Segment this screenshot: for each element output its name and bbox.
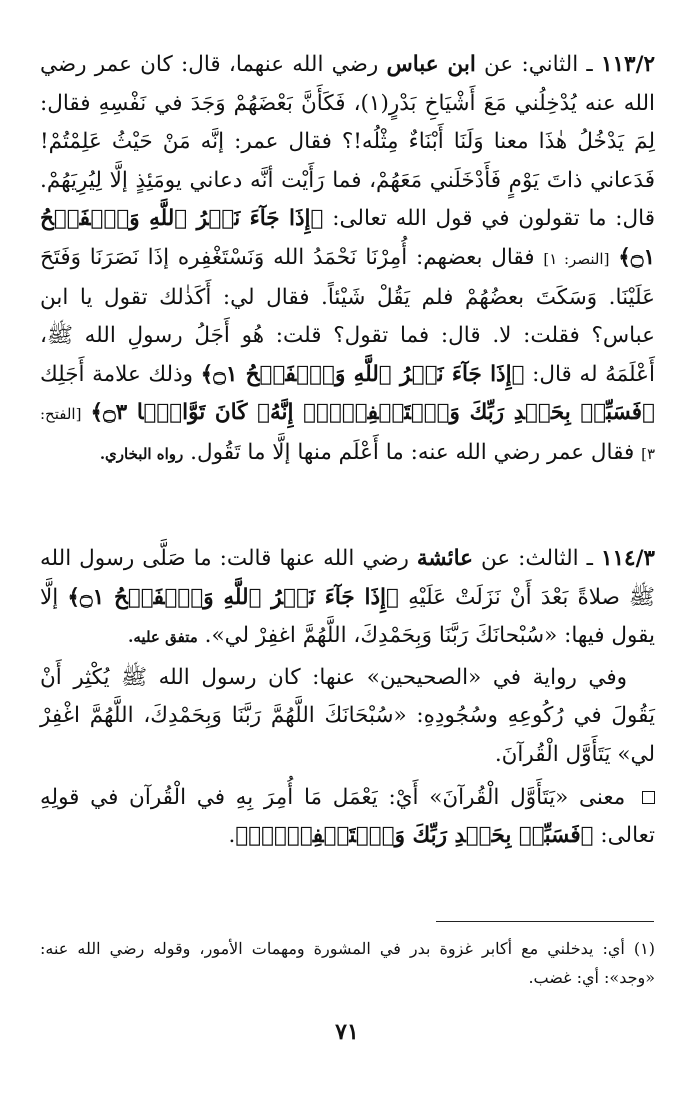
quran-verse: ﴿فَسَبِّحۡ بِحَمۡدِ رَبِّكَ وَٱسۡتَغۡفِرۡهُۚ إِنَّهُۥ كَانَ تَوَّابَۢا ۝٣﴾ bbox=[90, 400, 655, 426]
page-number: ٧١ bbox=[335, 1019, 359, 1045]
page-body bbox=[40, 46, 655, 856]
quran-verse: ﴿إِذَا جَآءَ نَصۡرُ ٱللَّهِ وَٱلۡفَتۡحُ ۝١﴾ bbox=[200, 361, 525, 387]
quran-verse: ﴿إِذَا جَآءَ نَصۡرُ ٱللَّهِ وَٱلۡفَتۡحُ ۝١﴾ bbox=[40, 206, 655, 270]
note-end: . bbox=[228, 823, 236, 849]
riwaya-paragraph bbox=[40, 659, 655, 775]
footnote-text: (١) أي: يدخلني مع أكابر غزوة بدر في المشورة ومهمات الأمور، وقوله رضي الله عنه: «وجد»: أي: غضب. bbox=[40, 939, 655, 987]
hadith-source: متفق عليه. bbox=[128, 628, 198, 647]
riwaya-text: وفي رواية في «الصحيحين» عنها: كان رسول الله ﷺ يُكْثِر أَنْ يَقُولَ في رُكُوعِهِ وسُجُودِهِ: «سُبْحَانَكَ اللَّهُمَّ رَبَّنَا وَبِحَمْدِكَ، اللَّهُمَّ اغْفِرْ لي» يَتَأَوَّل الْقُرآنَ. bbox=[40, 664, 655, 767]
note-text: معنى «يَتَأَوَّل الْقُرآنَ» أَيْ: يَعْمَل مَا أُمِرَ بِهِ في الْقُرآن في قولِهِ تعالى: bbox=[40, 784, 655, 849]
quran-verse: ﴿إِذَا جَآءَ نَصۡرُ ٱللَّهِ وَٱلۡفَتۡحُ ۝١﴾ bbox=[67, 584, 399, 610]
hadith-114-paragraph bbox=[40, 540, 655, 657]
footnote-divider bbox=[436, 921, 654, 922]
narrator-name: عائشة bbox=[416, 546, 473, 571]
hadith-113-paragraph bbox=[40, 46, 655, 536]
hadith-number: ١١٣/٢ bbox=[600, 52, 655, 77]
hadith-number: ١١٤/٣ bbox=[600, 546, 655, 571]
verse-reference: [الفتح: ٣] bbox=[40, 405, 655, 463]
verse-reference: [النصر: ١] bbox=[543, 249, 610, 268]
quran-verse: ﴿فَسَبِّحۡ بِحَمۡدِ رَبِّكَ وَٱسۡتَغۡفِرۡهُۚ﴾ bbox=[235, 823, 594, 849]
footnote bbox=[40, 934, 655, 992]
narrator-name: ابن عباس bbox=[386, 52, 476, 77]
note-paragraph bbox=[40, 779, 655, 856]
square-bullet-icon bbox=[642, 791, 655, 804]
hadith-intro: ـ الثاني: عن bbox=[484, 52, 593, 77]
hadith-text: فقال عمر رضي الله عنه: ما أَعْلَم منها إلَّا ما تَقُول. bbox=[190, 439, 635, 465]
hadith-text: وذلك علامة أَجَلِك bbox=[40, 361, 194, 387]
hadith-intro: ـ الثالث: عن bbox=[480, 546, 593, 571]
hadith-text: رضي الله عنها قالت: ما صَلَّى رسول الله ﷺ صلاةً بَعْدَ أَنْ نَزَلَتْ عَلَيْهِ bbox=[40, 546, 655, 610]
hadith-text: فقال بعضهم: أُمِرْنَا نَحْمَدُ الله وَنَسْتَغْفِره إذَا نَصَرَنَا وَفَتَحَ عَلَيْنَا. وَسَكَتَ بعضُهُمْ فلم يَقُلْ شَيْئاً. فقال لي: أَكَذٰلك تقول يا ابن عباس؟ فقلت: لا. قال: فما تقول؟ قلت: هُو أَجَلُ رسولِ الله ﷺ، أَعْلَمَهُ له قال: bbox=[40, 244, 655, 387]
hadith-text: رضي الله عنهما، قال: كان عمر رضي الله عنه يُدْخِلُني مَعَ أَشْيَاخِ بَدْرٍ(١)، فَكَأَنَّ بَعْضَهُمْ وَجَدَ في نَفْسِهِ فقال: لِمَ يَدْخُلُ هٰذَا معنا وَلَنَا أَبْنَاءٌ مِثْلُه!؟ فقال عمر: إنَّه مَنْ حَيْثُ عَلِمْتُمْ! فَدَعاني ذاتَ يَوْمٍ فَأَدْخَلَني مَعَهُمْ، فما رَأَيْت أنَّه دعاني يومَئِذٍ إلَّا لِيُرِيَهُمْ. قال: ما تقولون في قول الله تعالى: bbox=[40, 52, 655, 232]
hadith-text: إلَّا يقول فيها: «سُبْحانَكَ رَبَّنَا وَبِحَمْدِكَ، اللَّهُمَّ اغفِرْ لي». bbox=[40, 584, 655, 649]
hadith-source: رواه البخاري. bbox=[99, 444, 184, 463]
